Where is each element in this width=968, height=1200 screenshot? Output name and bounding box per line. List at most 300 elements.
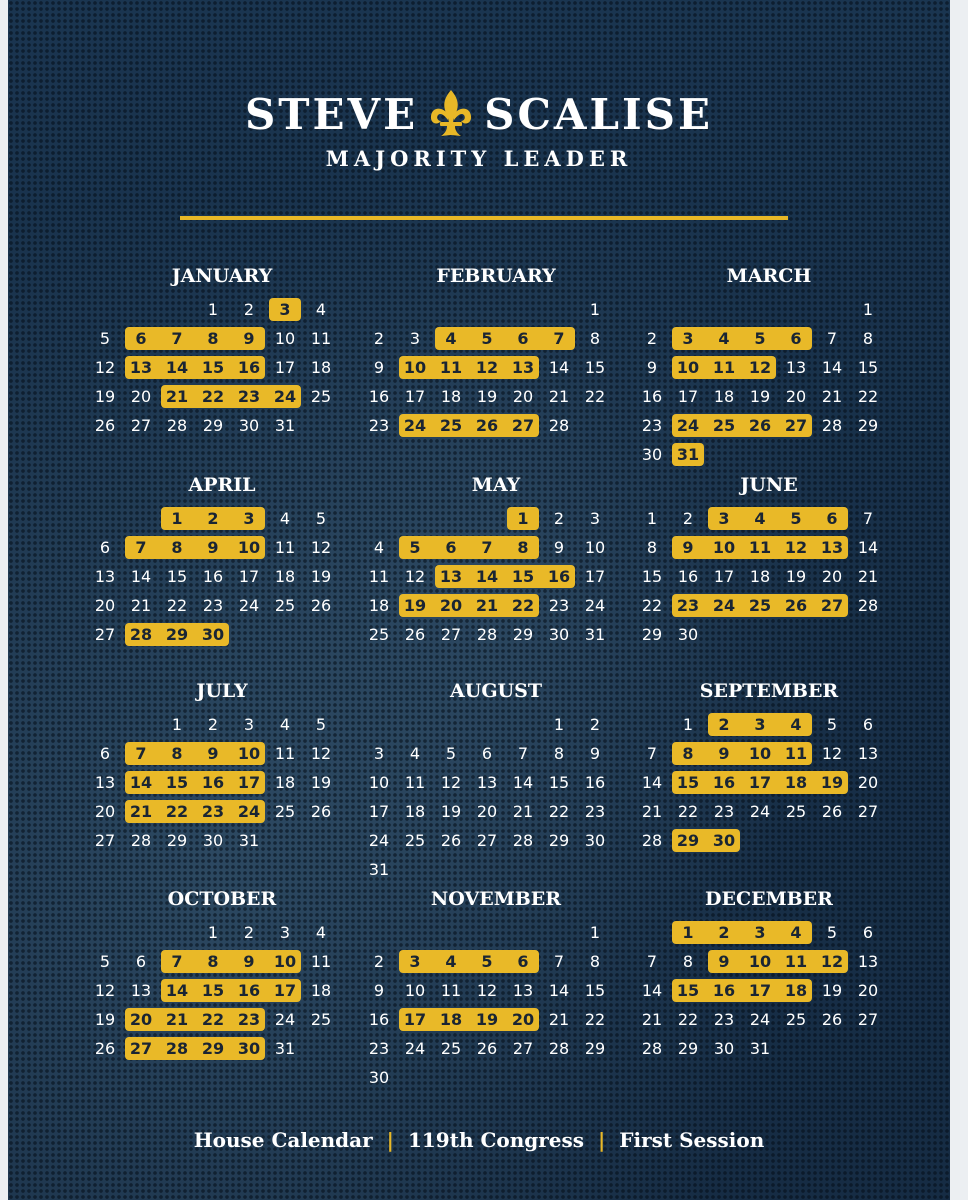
session-day: 3: [754, 923, 766, 942]
day: 22: [857, 387, 879, 406]
day: 18: [404, 802, 426, 821]
month-february: [361, 265, 631, 440]
day: 4: [373, 538, 385, 557]
day: 14: [641, 773, 663, 792]
day: 25: [310, 1010, 332, 1029]
session-day: 6: [517, 952, 529, 971]
week-row: [361, 976, 631, 1005]
footer: [8, 1128, 950, 1152]
day: 1: [862, 300, 874, 319]
day: 26: [404, 625, 426, 644]
day: 17: [238, 567, 260, 586]
session-day: 4: [445, 329, 457, 348]
session-day: 22: [201, 1010, 225, 1029]
day: 20: [94, 596, 116, 615]
day: 2: [646, 329, 658, 348]
day: 29: [641, 625, 663, 644]
day: 3: [373, 744, 385, 763]
week-row: [87, 562, 357, 591]
session-day: 25: [748, 596, 772, 615]
day: 5: [99, 329, 111, 348]
session-day: 3: [754, 715, 766, 734]
day: 19: [749, 387, 771, 406]
calendar-poster: [8, 0, 950, 1200]
session-day: 9: [718, 952, 730, 971]
session-day: 18: [784, 773, 808, 792]
session-day: 4: [718, 329, 730, 348]
day: 27: [476, 831, 498, 850]
day: 30: [548, 625, 570, 644]
day: 21: [857, 567, 879, 586]
session-day: 11: [439, 358, 463, 377]
day: 6: [481, 744, 493, 763]
footer-separator: |: [598, 1128, 606, 1152]
week-row: [361, 947, 631, 976]
day: 9: [589, 744, 601, 763]
day: 28: [166, 416, 188, 435]
day: 9: [553, 538, 565, 557]
day: 20: [94, 802, 116, 821]
month-name: NOVEMBER: [430, 888, 562, 910]
session-day: 10: [237, 744, 261, 763]
day: 15: [548, 773, 570, 792]
month-june: [634, 474, 904, 649]
day: 3: [409, 329, 421, 348]
month-name: DECEMBER: [705, 888, 833, 910]
day: 29: [584, 1039, 606, 1058]
session-day: 13: [820, 538, 844, 557]
session-day: 15: [676, 773, 700, 792]
day: 13: [476, 773, 498, 792]
day: 16: [202, 567, 224, 586]
session-day: 6: [445, 538, 457, 557]
session-day: 3: [682, 329, 694, 348]
day: 20: [821, 567, 843, 586]
day: 18: [310, 358, 332, 377]
day: 20: [857, 773, 879, 792]
day: 22: [584, 1010, 606, 1029]
day: 5: [445, 744, 457, 763]
day: 23: [368, 416, 390, 435]
session-day: 1: [171, 509, 183, 528]
session-day: 6: [517, 329, 529, 348]
day: 23: [368, 1039, 390, 1058]
day: 2: [553, 509, 565, 528]
day: 13: [94, 773, 116, 792]
day: 19: [94, 387, 116, 406]
week-row: [361, 1034, 631, 1063]
session-day: 6: [826, 509, 838, 528]
day: 1: [553, 715, 565, 734]
footer-session: First Session: [619, 1128, 765, 1152]
session-day: 30: [712, 831, 736, 850]
day: 25: [404, 831, 426, 850]
day: 22: [677, 802, 699, 821]
day: 31: [274, 1039, 296, 1058]
week-row: [361, 411, 631, 440]
month-name: MARCH: [726, 265, 812, 287]
day: 6: [99, 744, 111, 763]
week-row: [87, 1034, 357, 1063]
day: 21: [641, 1010, 663, 1029]
session-day: 23: [237, 1010, 261, 1029]
week-row: [634, 710, 904, 739]
month-name: MAY: [471, 474, 521, 496]
day: 4: [279, 509, 291, 528]
session-day: 24: [712, 596, 736, 615]
day: 5: [826, 715, 838, 734]
day: 18: [713, 387, 735, 406]
day: 8: [682, 952, 694, 971]
day: 5: [315, 715, 327, 734]
session-day: 11: [748, 538, 772, 557]
week-row: [361, 382, 631, 411]
header: [8, 88, 950, 171]
session-day: 8: [207, 952, 219, 971]
week-row: [87, 411, 357, 440]
day: 8: [589, 329, 601, 348]
day: 23: [713, 1010, 735, 1029]
session-day: 20: [511, 1010, 535, 1029]
day: 20: [512, 387, 534, 406]
week-row: [634, 295, 904, 324]
day: 13: [785, 358, 807, 377]
gold-divider: [180, 216, 788, 220]
day: 1: [589, 300, 601, 319]
day: 7: [517, 744, 529, 763]
week-row: [87, 295, 357, 324]
day: 12: [94, 981, 116, 1000]
week-row: [634, 591, 904, 620]
day: 17: [713, 567, 735, 586]
week-row: [634, 353, 904, 382]
day: 8: [589, 952, 601, 971]
name-first: STEVE: [244, 89, 419, 139]
session-day: 3: [409, 952, 421, 971]
day: 26: [821, 1010, 843, 1029]
day: 6: [99, 538, 111, 557]
week-row: [634, 1034, 904, 1063]
day: 8: [862, 329, 874, 348]
day: 1: [682, 715, 694, 734]
day: 23: [641, 416, 663, 435]
session-day: 5: [481, 952, 493, 971]
session-day: 27: [820, 596, 844, 615]
day: 12: [310, 744, 332, 763]
day: 2: [589, 715, 601, 734]
session-day: 4: [754, 509, 766, 528]
week-row: [634, 620, 904, 649]
day: 12: [821, 744, 843, 763]
session-day: 5: [754, 329, 766, 348]
session-day: 16: [547, 567, 571, 586]
day: 29: [857, 416, 879, 435]
day: 12: [94, 358, 116, 377]
day: 19: [785, 567, 807, 586]
day: 17: [368, 802, 390, 821]
day: 14: [548, 358, 570, 377]
session-day: 17: [403, 1010, 427, 1029]
session-day: 3: [243, 509, 255, 528]
week-row: [634, 768, 904, 797]
month-december: [634, 888, 904, 1063]
session-day: 15: [676, 981, 700, 1000]
session-day: 17: [748, 773, 772, 792]
session-day: 10: [273, 952, 297, 971]
day: 25: [368, 625, 390, 644]
week-row: [634, 976, 904, 1005]
session-day: 8: [682, 744, 694, 763]
week-row: [634, 826, 904, 855]
session-day: 11: [712, 358, 736, 377]
day: 11: [274, 744, 296, 763]
session-day: 15: [165, 773, 189, 792]
week-row: [634, 918, 904, 947]
month-name: FEBRUARY: [436, 265, 556, 287]
day: 27: [94, 625, 116, 644]
day: 4: [315, 923, 327, 942]
day: 25: [310, 387, 332, 406]
day: 22: [548, 802, 570, 821]
day: 22: [641, 596, 663, 615]
day: 7: [553, 952, 565, 971]
week-row: [634, 382, 904, 411]
day: 17: [584, 567, 606, 586]
session-day: 24: [403, 416, 427, 435]
day: 26: [94, 1039, 116, 1058]
session-day: 8: [517, 538, 529, 557]
session-day: 1: [682, 923, 694, 942]
day: 23: [713, 802, 735, 821]
session-day: 17: [748, 981, 772, 1000]
week-row: [87, 947, 357, 976]
week-row: [361, 1005, 631, 1034]
day: 26: [476, 1039, 498, 1058]
day: 2: [373, 952, 385, 971]
day: 5: [826, 923, 838, 942]
day: 13: [857, 952, 879, 971]
day: 13: [130, 981, 152, 1000]
week-row: [361, 918, 631, 947]
day: 14: [641, 981, 663, 1000]
month-name: JANUARY: [171, 265, 273, 287]
session-day: 9: [207, 744, 219, 763]
session-day: 15: [201, 358, 225, 377]
session-day: 19: [475, 1010, 499, 1029]
day: 24: [368, 831, 390, 850]
day: 15: [584, 981, 606, 1000]
day: 31: [274, 416, 296, 435]
day: 3: [279, 923, 291, 942]
week-row: [634, 797, 904, 826]
day: 16: [368, 387, 390, 406]
session-day: 16: [201, 773, 225, 792]
day: 30: [368, 1068, 390, 1087]
session-day: 28: [129, 625, 153, 644]
footer-separator: |: [386, 1128, 394, 1152]
session-day: 29: [201, 1039, 225, 1058]
day: 23: [202, 596, 224, 615]
day: 27: [857, 1010, 879, 1029]
month-april: [87, 474, 357, 649]
day: 24: [749, 1010, 771, 1029]
day: 30: [713, 1039, 735, 1058]
day: 7: [646, 744, 658, 763]
session-day: 4: [790, 923, 802, 942]
session-day: 12: [748, 358, 772, 377]
day: 7: [646, 952, 658, 971]
day: 11: [310, 329, 332, 348]
day: 10: [368, 773, 390, 792]
day: 21: [548, 387, 570, 406]
day: 27: [94, 831, 116, 850]
week-row: [361, 855, 631, 884]
day: 22: [584, 387, 606, 406]
day: 9: [373, 981, 385, 1000]
day: 28: [476, 625, 498, 644]
session-day: 14: [165, 981, 189, 1000]
day: 1: [171, 715, 183, 734]
day: 2: [207, 715, 219, 734]
session-day: 5: [409, 538, 421, 557]
session-day: 13: [439, 567, 463, 586]
session-day: 2: [718, 923, 730, 942]
session-day: 26: [475, 416, 499, 435]
day: 24: [404, 1039, 426, 1058]
day: 21: [512, 802, 534, 821]
week-row: [87, 353, 357, 382]
day: 21: [548, 1010, 570, 1029]
day: 21: [821, 387, 843, 406]
week-row: [361, 591, 631, 620]
session-day: 10: [676, 358, 700, 377]
week-row: [87, 826, 357, 855]
day: 20: [476, 802, 498, 821]
day: 24: [274, 1010, 296, 1029]
fleur-de-lis-icon: [428, 88, 474, 140]
day: 14: [130, 567, 152, 586]
session-day: 23: [237, 387, 261, 406]
day: 20: [785, 387, 807, 406]
day: 4: [409, 744, 421, 763]
session-day: 2: [718, 715, 730, 734]
day: 31: [238, 831, 260, 850]
session-day: 14: [475, 567, 499, 586]
week-row: [634, 504, 904, 533]
session-day: 6: [135, 329, 147, 348]
day: 2: [682, 509, 694, 528]
session-day: 10: [237, 538, 261, 557]
day: 29: [677, 1039, 699, 1058]
day: 18: [310, 981, 332, 1000]
day: 29: [202, 416, 224, 435]
day: 31: [749, 1039, 771, 1058]
day: 30: [202, 831, 224, 850]
day: 29: [166, 831, 188, 850]
day: 28: [548, 416, 570, 435]
day: 28: [641, 831, 663, 850]
week-row: [87, 739, 357, 768]
day: 25: [785, 1010, 807, 1029]
session-day: 12: [475, 358, 499, 377]
month-july: [87, 680, 357, 855]
day: 29: [512, 625, 534, 644]
day: 10: [584, 538, 606, 557]
day: 14: [512, 773, 534, 792]
session-day: 21: [165, 1010, 189, 1029]
session-day: 11: [784, 952, 808, 971]
month-name: AUGUST: [450, 680, 542, 702]
session-day: 22: [511, 596, 535, 615]
day: 19: [476, 387, 498, 406]
footer-house-calendar: House Calendar: [193, 1128, 373, 1152]
session-day: 29: [165, 625, 189, 644]
footer-congress: 119th Congress: [407, 1128, 585, 1152]
session-day: 5: [481, 329, 493, 348]
session-day: 22: [165, 802, 189, 821]
day: 1: [207, 923, 219, 942]
week-row: [361, 826, 631, 855]
session-day: 16: [237, 981, 261, 1000]
month-name: APRIL: [188, 474, 256, 496]
title-row: [8, 88, 950, 140]
day: 11: [368, 567, 390, 586]
day: 15: [166, 567, 188, 586]
day: 19: [821, 981, 843, 1000]
session-day: 27: [129, 1039, 153, 1058]
week-row: [87, 710, 357, 739]
session-day: 19: [820, 773, 844, 792]
month-name: OCTOBER: [167, 888, 277, 910]
day: 8: [553, 744, 565, 763]
day: 30: [641, 445, 663, 464]
day: 27: [130, 416, 152, 435]
day: 31: [584, 625, 606, 644]
session-day: 7: [553, 329, 565, 348]
session-day: 10: [403, 358, 427, 377]
month-name: JULY: [196, 680, 248, 702]
day: 29: [548, 831, 570, 850]
day: 16: [368, 1010, 390, 1029]
day: 26: [310, 596, 332, 615]
session-day: 23: [676, 596, 700, 615]
day: 16: [641, 387, 663, 406]
day: 11: [440, 981, 462, 1000]
day: 22: [677, 1010, 699, 1029]
day: 8: [646, 538, 658, 557]
session-day: 24: [273, 387, 297, 406]
day: 25: [274, 596, 296, 615]
day: 20: [857, 981, 879, 1000]
session-day: 11: [784, 744, 808, 763]
day: 15: [857, 358, 879, 377]
day: 11: [310, 952, 332, 971]
day: 13: [512, 981, 534, 1000]
session-day: 7: [171, 952, 183, 971]
week-row: [361, 562, 631, 591]
session-day: 9: [682, 538, 694, 557]
session-day: 21: [165, 387, 189, 406]
session-day: 30: [237, 1039, 261, 1058]
day: 30: [584, 831, 606, 850]
week-row: [361, 739, 631, 768]
session-day: 31: [676, 445, 700, 464]
day: 7: [862, 509, 874, 528]
day: 17: [404, 387, 426, 406]
session-day: 26: [784, 596, 808, 615]
session-day: 25: [712, 416, 736, 435]
day: 21: [641, 802, 663, 821]
